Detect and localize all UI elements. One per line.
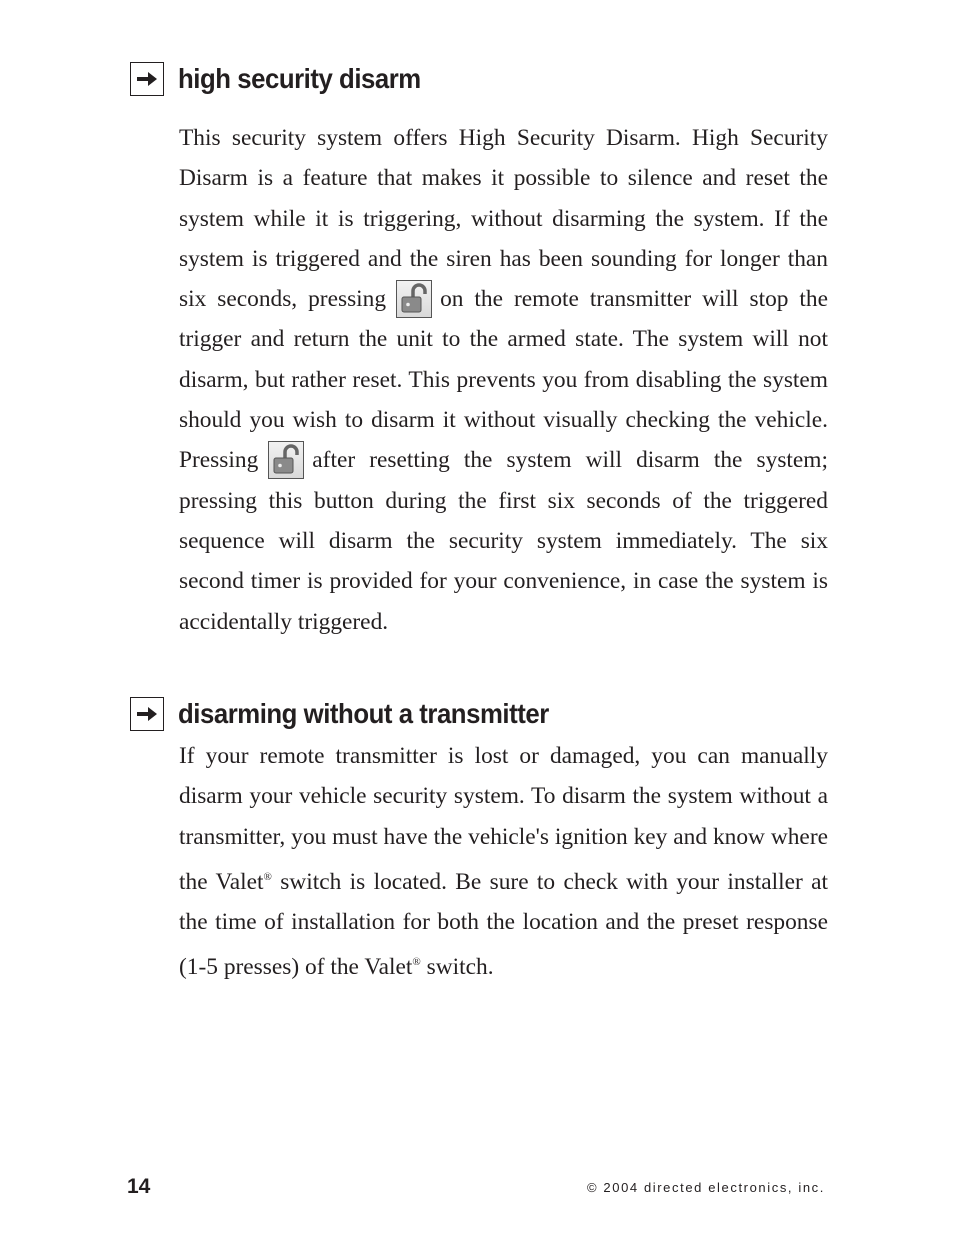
unlock-icon — [396, 280, 432, 318]
registered-mark: ® — [263, 870, 272, 883]
right-arrow-icon — [130, 62, 164, 96]
unlock-icon — [268, 441, 304, 479]
registered-mark: ® — [412, 956, 421, 969]
body-text: This security system offers High Security Disarm. High Security Disarm is a feature that makes it possible to silence and reset the system while it is triggering, without disarming the system. If the system is triggered and the siren has been sounding for longer than six seconds, pressing — [179, 125, 828, 313]
section-title: disarming without a transmitter — [178, 698, 549, 729]
copyright-notice: © 2004 directed electronics, inc. — [587, 1180, 825, 1195]
body-text: switch is located. Be sure to check with your installer at the time of installation for both the location and the preset response (1-5 presses) of the Valet — [179, 868, 828, 981]
section-body — [179, 736, 828, 988]
body-text: on the remote transmitter will stop the trigger and return the unit to the armed state. The system will not disarm, but rather reset. This prevents you from disabling the system should you wish to disarm it without visually checking the vehicle. Pressing — [179, 286, 829, 474]
section-heading-high-security-disarm — [130, 62, 442, 96]
section-heading-disarming-without-transmitter — [130, 697, 581, 731]
section-title: high security disarm — [178, 63, 421, 94]
page-number: 14 — [127, 1175, 151, 1198]
body-text: switch. — [426, 954, 494, 981]
right-arrow-icon — [130, 697, 164, 731]
body-text: after resetting the system will disarm the system; pressing this button during the first six seconds of the triggered sequence will disarm the security system immediately. The six second timer is provided for your convenience, in case the system is accidentally triggered. — [179, 447, 828, 635]
section-body — [179, 118, 828, 642]
body-text: If your remote transmitter is lost or damaged, you can manually disarm your vehicle security system. To disarm the system without a transmitter, you must have the vehicle's ignition key and know where the Valet — [179, 743, 828, 895]
